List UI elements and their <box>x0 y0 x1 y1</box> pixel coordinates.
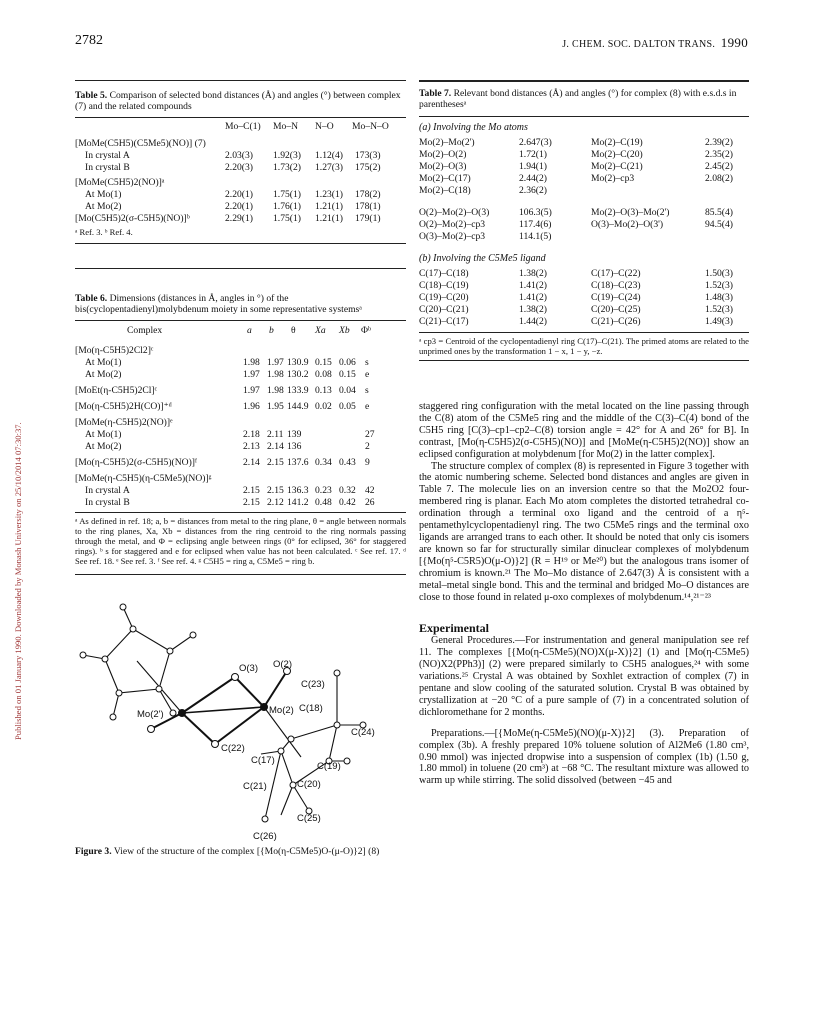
download-notice <box>2 210 23 740</box>
cell-value: 1.44(2) <box>519 316 547 327</box>
cell-value: 178(1) <box>355 201 381 212</box>
cell-value: 141.2 <box>287 497 309 508</box>
cell-value: 139 <box>287 429 302 440</box>
page-number: 2782 <box>75 33 103 48</box>
download-notice-text: Published on 01 January 1990. Downloaded by Monash University on 25/10/2014 07:30:37. <box>13 422 23 740</box>
body-text <box>419 401 749 603</box>
row-label: At Mo(2) <box>85 441 122 452</box>
cell-value: 1.27(3) <box>315 162 343 173</box>
cell-value: 0.48 <box>315 497 332 508</box>
atom-label: O(2) <box>273 659 292 670</box>
cell-value: 0.15 <box>339 369 356 380</box>
bond-label: C(20)–C(25) <box>591 304 641 315</box>
bond-label: Mo(2)–Mo(2') <box>419 137 475 148</box>
cell-value: 0.43 <box>339 457 356 468</box>
cell-value: s <box>365 357 369 368</box>
table7-footnote: ᵃ cp3 = Centroid of the cyclopentadienyl ring C(17)–C(21). The primed atoms are related to the unprimed ones by the transformation 1 − x, 1 − y, −z. <box>419 336 749 356</box>
cell-value: 133.9 <box>287 385 309 396</box>
cell-value: 1.95 <box>267 401 284 412</box>
row-label: At Mo(2) <box>85 369 122 380</box>
cell-value: 130.2 <box>287 369 309 380</box>
row-label: [MoMe(C5H5)2(NO)]ᵃ <box>75 177 165 188</box>
cell-value: 2.45(2) <box>705 161 733 172</box>
table6-header: Xb <box>339 325 350 336</box>
figure3-structure <box>75 589 406 844</box>
table-row <box>75 138 406 150</box>
bond-label: Mo(2)–O(3)–Mo(2') <box>591 207 670 218</box>
cell-value: 1.98 <box>267 385 284 396</box>
cell-value: 26 <box>365 497 375 508</box>
table5-header: Mo–N <box>273 121 299 132</box>
row-label: At Mo(1) <box>85 189 122 200</box>
cell-value: 1.97 <box>267 357 284 368</box>
bond-label: O(2)–Mo(2)–cp3 <box>419 219 486 230</box>
paragraph: Preparations.—[{MoMe(η-C5Me5)(NO)(μ-X)}2] (3). Preparation of complex (3b). A freshly prepared 10% toluene solution of Al2Me6 (1.80 cm³, 0.90 mmol) was injected dropwise into a suspension of complex (1b) (1.50 g, 1.80 mmol) in toluene (20 cm³) at −68 °C. The resultant mixture was allowed to warm up while stirring. The solid dissolved (between −45 and <box>419 727 749 787</box>
table-row <box>75 150 406 162</box>
cell-value: 136.3 <box>287 485 309 496</box>
table-row <box>419 185 749 197</box>
cell-value: 0.42 <box>339 497 356 508</box>
cell-value: e <box>365 369 370 380</box>
table-row <box>419 149 749 161</box>
table-row <box>419 137 749 149</box>
cell-value: 1.75(1) <box>273 189 301 200</box>
cell-value: 1.98 <box>267 369 284 380</box>
table-row <box>419 292 749 304</box>
atom-label: C(17) <box>251 755 275 766</box>
cell-value: 106.3(5) <box>519 207 552 218</box>
row-label: [Mo(η-C5H5)2(σ-C5H5)(NO)]ᶠ <box>75 457 197 468</box>
bond-label: C(17)–C(18) <box>419 268 469 279</box>
cell-value: 1.92(3) <box>273 150 301 161</box>
row-label: [Mo(η-C5H5)2H(CO)]⁺ᵈ <box>75 401 172 412</box>
cell-value: 2.647(3) <box>519 137 552 148</box>
cell-value: 2.35(2) <box>705 149 733 160</box>
experimental-text <box>419 635 749 787</box>
table6-header: Φᵇ <box>361 325 371 336</box>
bond-label: C(17)–C(22) <box>591 268 641 279</box>
cell-value: 0.02 <box>315 401 332 412</box>
atom-label: Mo(2) <box>269 705 294 716</box>
cell-value: 114.1(5) <box>519 231 552 242</box>
cell-value: 1.52(3) <box>705 280 733 291</box>
cell-value: 2 <box>365 441 370 452</box>
cell-value: 0.08 <box>315 369 332 380</box>
table7-caption <box>419 88 749 110</box>
cell-value: 85.5(4) <box>705 207 733 218</box>
left-column <box>75 80 406 857</box>
table-row <box>75 417 406 429</box>
figure3 <box>75 589 406 844</box>
table5-label: Table 5. <box>75 90 108 101</box>
cell-value: 179(1) <box>355 213 381 224</box>
cell-value: 0.13 <box>315 385 332 396</box>
row-label: [MoMe(C5H5)(C5Me5)(NO)] (7) <box>75 138 206 149</box>
cell-value: 1.23(1) <box>315 189 343 200</box>
table-row <box>419 219 749 231</box>
row-label: [MoEt(η-C5H5)2Cl]ᶜ <box>75 385 158 396</box>
table-row <box>75 345 406 357</box>
cell-value: 1.97 <box>243 385 260 396</box>
cell-value: 42 <box>365 485 375 496</box>
table7-part-b <box>419 268 749 328</box>
table-row <box>75 357 406 369</box>
bond-label: Mo(2)–C(21) <box>591 161 643 172</box>
cell-value: 175(2) <box>355 162 381 173</box>
cell-value: 0.32 <box>339 485 356 496</box>
cell-value: 1.12(4) <box>315 150 343 161</box>
cell-value: 2.08(2) <box>705 173 733 184</box>
table-row <box>419 173 749 185</box>
cell-value: 1.75(1) <box>273 213 301 224</box>
cell-value: 144.9 <box>287 401 309 412</box>
table-row <box>75 369 406 381</box>
table-row <box>75 401 406 413</box>
cell-value: 9 <box>365 457 370 468</box>
row-label: At Mo(2) <box>85 201 122 212</box>
table6-header-row <box>75 325 406 341</box>
row-label: [MoMe(η-C5H5)2(NO)]ᵉ <box>75 417 173 428</box>
paragraph: staggered ring configuration with the metal located on the line passing through the C(8) atom of the C5Me5 ring and the middle of the C(3)–C(4) bond of the C5H5 ring [C(3)–cp1–cp2–C(8) torsion angle = 42° for A and 26° for B]. In contrast, [Mo(η-C5H5)2(σ-C5H5)(NO)] and [MoMe(η-C5H5)2(NO)] show an eclipsed configuration at molybdenum [for Mo(2) in the latter complex]. <box>419 401 749 460</box>
right-column <box>419 80 749 787</box>
cell-value: 2.20(1) <box>225 201 253 212</box>
cell-value: 2.20(3) <box>225 162 253 173</box>
bond-label: Mo(2)–O(2) <box>419 149 467 160</box>
cell-value: 1.38(2) <box>519 268 547 279</box>
table7-part-a <box>419 137 749 197</box>
cell-value: 1.21(1) <box>315 213 343 224</box>
cell-value: 1.96 <box>243 401 260 412</box>
cell-value: 1.97 <box>243 369 260 380</box>
bond-label: Mo(2)–C(17) <box>419 173 471 184</box>
cell-value: 2.18 <box>243 429 260 440</box>
cell-value: 1.52(3) <box>705 304 733 315</box>
bond-label: O(2)–Mo(2)–O(3) <box>419 207 490 218</box>
table7-label: Table 7. <box>419 88 452 99</box>
row-label: At Mo(1) <box>85 357 122 368</box>
bond-label: O(3)–Mo(2)–cp3 <box>419 231 486 242</box>
cell-value: 2.11 <box>267 429 284 440</box>
cell-value: 2.14 <box>243 457 260 468</box>
cell-value: 1.50(3) <box>705 268 733 279</box>
running-head <box>562 35 748 51</box>
table-row <box>419 268 749 280</box>
cell-value: 1.72(1) <box>519 149 547 160</box>
cell-value: 94.5(4) <box>705 219 733 230</box>
table-row <box>75 189 406 201</box>
table7-section-a: (a) Involving the Mo atoms <box>419 122 528 133</box>
cell-value: 0.05 <box>339 401 356 412</box>
cell-value: 2.36(2) <box>519 185 547 196</box>
cell-value: 0.04 <box>339 385 356 396</box>
atom-label: C(26) <box>253 831 277 842</box>
paragraph: The structure complex of complex (8) is represented in Figure 3 together with the atomic numbering scheme. Selected bond distances and angles are given in Table 7. The molecule lies on an inversion centre so that the Mo2O2 four-membered ring is planar. Each Mo atom completes the distorted tetrahedral co-ordination through a terminal oxo ligand and the centroid of a η⁵-pentamethylcyclopentadienyl ring. The two C5Me5 rings and the terminal oxo ligands are arranged trans to each other. It should be noted that only cis isomers are known so far for structurally similar dinuclear complexes of molybdenum [{Mo(η⁵-C5R5)O(μ-O)}2] (R = H¹⁹ or Me²⁰) but the analogous trans isomer of chromium is known.²¹ The Mo–Mo distance of 2.647(3) Å is consistent with a metal–metal single bond. This and the terminal and bridged Mo–O distances are close to those found in related μ-oxo complexes of molybdenum.¹⁴,²¹⁻²³ <box>419 460 749 603</box>
cell-value: 2.12 <box>267 497 284 508</box>
cell-value: 136 <box>287 441 302 452</box>
table-row <box>75 485 406 497</box>
table-row <box>75 473 406 485</box>
row-label: In crystal A <box>85 150 130 161</box>
atom-label: Mo(2') <box>137 709 164 720</box>
bond-label: C(21)–C(17) <box>419 316 469 327</box>
cell-value: 2.20(1) <box>225 189 253 200</box>
table6-header: θ <box>291 325 296 336</box>
cell-value: 1.98 <box>243 357 260 368</box>
atom-label: C(18) <box>299 703 323 714</box>
paragraph: General Procedures.—For instrumentation and general manipulation see ref 11. The complexes [{Mo(η-C5Me5)(NO)X(μ-X)}2] (1) and [Mo(η-C5Me5)(NO)X2(PPh3)] (2) were prepared similarly to C5H5 analogues,²⁴ with some variations.²⁵ Crystal A was obtained by Soxhlet extraction of complex (7) in pentane and slow cooling of the saturated solution. Crystal B was obtained by crystallization at −20 °C of a pure sample of (7) in a concentrated solution of dichloromethane for 2 months. <box>419 635 749 718</box>
table5-header: N–O <box>315 121 334 132</box>
bond-label: C(20)–C(21) <box>419 304 469 315</box>
table-row <box>419 231 749 243</box>
cell-value: 2.15 <box>267 485 284 496</box>
cell-value: 0.06 <box>339 357 356 368</box>
cell-value: 2.13 <box>243 441 260 452</box>
atom-label: C(20) <box>297 779 321 790</box>
table5-footnote: ᵃ Ref. 3. ᵇ Ref. 4. <box>75 227 133 237</box>
table-row <box>75 429 406 441</box>
cell-value: 1.76(1) <box>273 201 301 212</box>
cell-value: 1.48(3) <box>705 292 733 303</box>
table5-header: Mo–C(1) <box>225 121 261 132</box>
table5-header: Mo–N–O <box>352 121 389 132</box>
bond-label: Mo(2)–C(18) <box>419 185 471 196</box>
table6-header: Complex <box>127 325 163 336</box>
cell-value: e <box>365 401 370 412</box>
row-label: In crystal B <box>85 162 130 173</box>
cell-value: 178(2) <box>355 189 381 200</box>
table7-caption-text: Relevant bond distances (Å) and angles (°) for complex (8) with e.s.d.s in parenthesesᵃ <box>419 88 737 110</box>
row-label: [Mo(C5H5)2(σ-C5H5)(NO)]ᵇ <box>75 213 190 224</box>
bond-label: C(18)–C(19) <box>419 280 469 291</box>
cell-value: 2.14 <box>267 441 284 452</box>
atom-label: C(25) <box>297 813 321 824</box>
row-label: In crystal B <box>85 497 130 508</box>
cell-value: 1.21(1) <box>315 201 343 212</box>
table6-header: Xa <box>315 325 326 336</box>
bond-label: Mo(2)–C(20) <box>591 149 643 160</box>
cell-value: 2.44(2) <box>519 173 547 184</box>
cell-value: 1.41(2) <box>519 280 547 291</box>
table5 <box>75 121 406 225</box>
journal-year: 1990 <box>720 35 748 50</box>
row-label: [MoMe(η-C5H5)(η-C5Me5)(NO)]ᵍ <box>75 473 212 484</box>
table-row <box>419 280 749 292</box>
table7-section-b: (b) Involving the C5Me5 ligand <box>419 253 546 264</box>
cell-value: 0.15 <box>315 357 332 368</box>
journal-name: J. CHEM. SOC. DALTON TRANS. <box>562 39 716 50</box>
bond-label: C(19)–C(20) <box>419 292 469 303</box>
cell-value: 2.03(3) <box>225 150 253 161</box>
row-label: [Mo(η-C5H5)2Cl2]ᶜ <box>75 345 154 356</box>
table5-caption-text: Comparison of selected bond distances (Å) and angles (°) between complex (7) and the related compounds <box>75 90 401 112</box>
cell-value: 1.41(2) <box>519 292 547 303</box>
figure3-caption-text: View of the structure of the complex [{Mo(η-C5Me5)O-(μ-O)}2] (8) <box>113 846 380 857</box>
cell-value: 2.15 <box>267 457 284 468</box>
cell-value: 1.49(3) <box>705 316 733 327</box>
cell-value: s <box>365 385 369 396</box>
atom-label: O(3) <box>239 663 258 674</box>
bond-label: O(3)–Mo(2)–O(3') <box>591 219 664 230</box>
atom-label: C(22) <box>221 743 245 754</box>
table7-part-a-angles <box>419 207 749 243</box>
table-row <box>75 457 406 469</box>
table-row <box>75 177 406 189</box>
cell-value: 1.73(2) <box>273 162 301 173</box>
cell-value: 2.15 <box>243 485 260 496</box>
table6 <box>75 325 406 509</box>
table6-label: Table 6. <box>75 293 108 304</box>
experimental-heading: Experimental <box>419 621 489 636</box>
cell-value: 137.6 <box>287 457 309 468</box>
table-row <box>75 497 406 509</box>
cell-value: 173(3) <box>355 150 381 161</box>
bond-label: C(19)–C(24) <box>591 292 641 303</box>
bond-label: Mo(2)–cp3 <box>591 173 635 184</box>
table-row <box>75 385 406 397</box>
table-row <box>419 207 749 219</box>
cell-value: 2.15 <box>243 497 260 508</box>
table-row <box>75 441 406 453</box>
atom-label: C(23) <box>301 679 325 690</box>
table6-caption <box>75 293 406 315</box>
bond-label: Mo(2)–C(19) <box>591 137 643 148</box>
table-row <box>419 316 749 328</box>
cell-value: 2.29(1) <box>225 213 253 224</box>
table-row <box>419 161 749 173</box>
cell-value: 2.39(2) <box>705 137 733 148</box>
cell-value: 1.38(2) <box>519 304 547 315</box>
cell-value: 27 <box>365 429 375 440</box>
atom-label: C(24) <box>351 727 375 738</box>
row-label: At Mo(1) <box>85 429 122 440</box>
table6-header: b <box>269 325 274 336</box>
cell-value: 0.23 <box>315 485 332 496</box>
figure3-caption <box>75 846 406 857</box>
bond-label: C(21)–C(26) <box>591 316 641 327</box>
table-row <box>75 213 406 225</box>
table-row <box>419 304 749 316</box>
bond-label: Mo(2)–O(3) <box>419 161 467 172</box>
cell-value: 130.9 <box>287 357 309 368</box>
table-row <box>75 162 406 174</box>
cell-value: 1.94(1) <box>519 161 547 172</box>
row-label: In crystal A <box>85 485 130 496</box>
cell-value: 0.34 <box>315 457 332 468</box>
cell-value: 117.4(6) <box>519 219 552 230</box>
table5-caption <box>75 90 406 112</box>
atom-label: C(21) <box>243 781 267 792</box>
figure3-label: Figure 3. <box>75 846 112 857</box>
table6-caption-text: Dimensions (distances in Å, angles in °) of the bis(cyclopentadienyl)molybdenum moiety in some representative systemsᵃ <box>75 293 362 315</box>
bond-label: C(18)–C(23) <box>591 280 641 291</box>
table6-footnote: ᵃ As defined in ref. 18; a, b = distances from metal to the ring plane, θ = angle between normals to the ring planes, Xa, Xb = distances from the ring centroid to the ring normals passing through the metal, and Φ = eclipsing angle between rings (0° for eclipsed, 36° for staggered rings). ᵇ s for staggered and e for eclipsed when value has not been calculated. ᶜ See ref. 17. ᵈ See ref. 18. ᵉ See ref. 3. ᶠ See ref. 4. ᵍ C5H5 = ring a, C5Me5 = ring b. <box>75 516 406 566</box>
table-row <box>75 201 406 213</box>
atom-label: C(19) <box>317 761 341 772</box>
table6-header: a <box>247 325 252 336</box>
table5-header-row <box>75 121 406 135</box>
